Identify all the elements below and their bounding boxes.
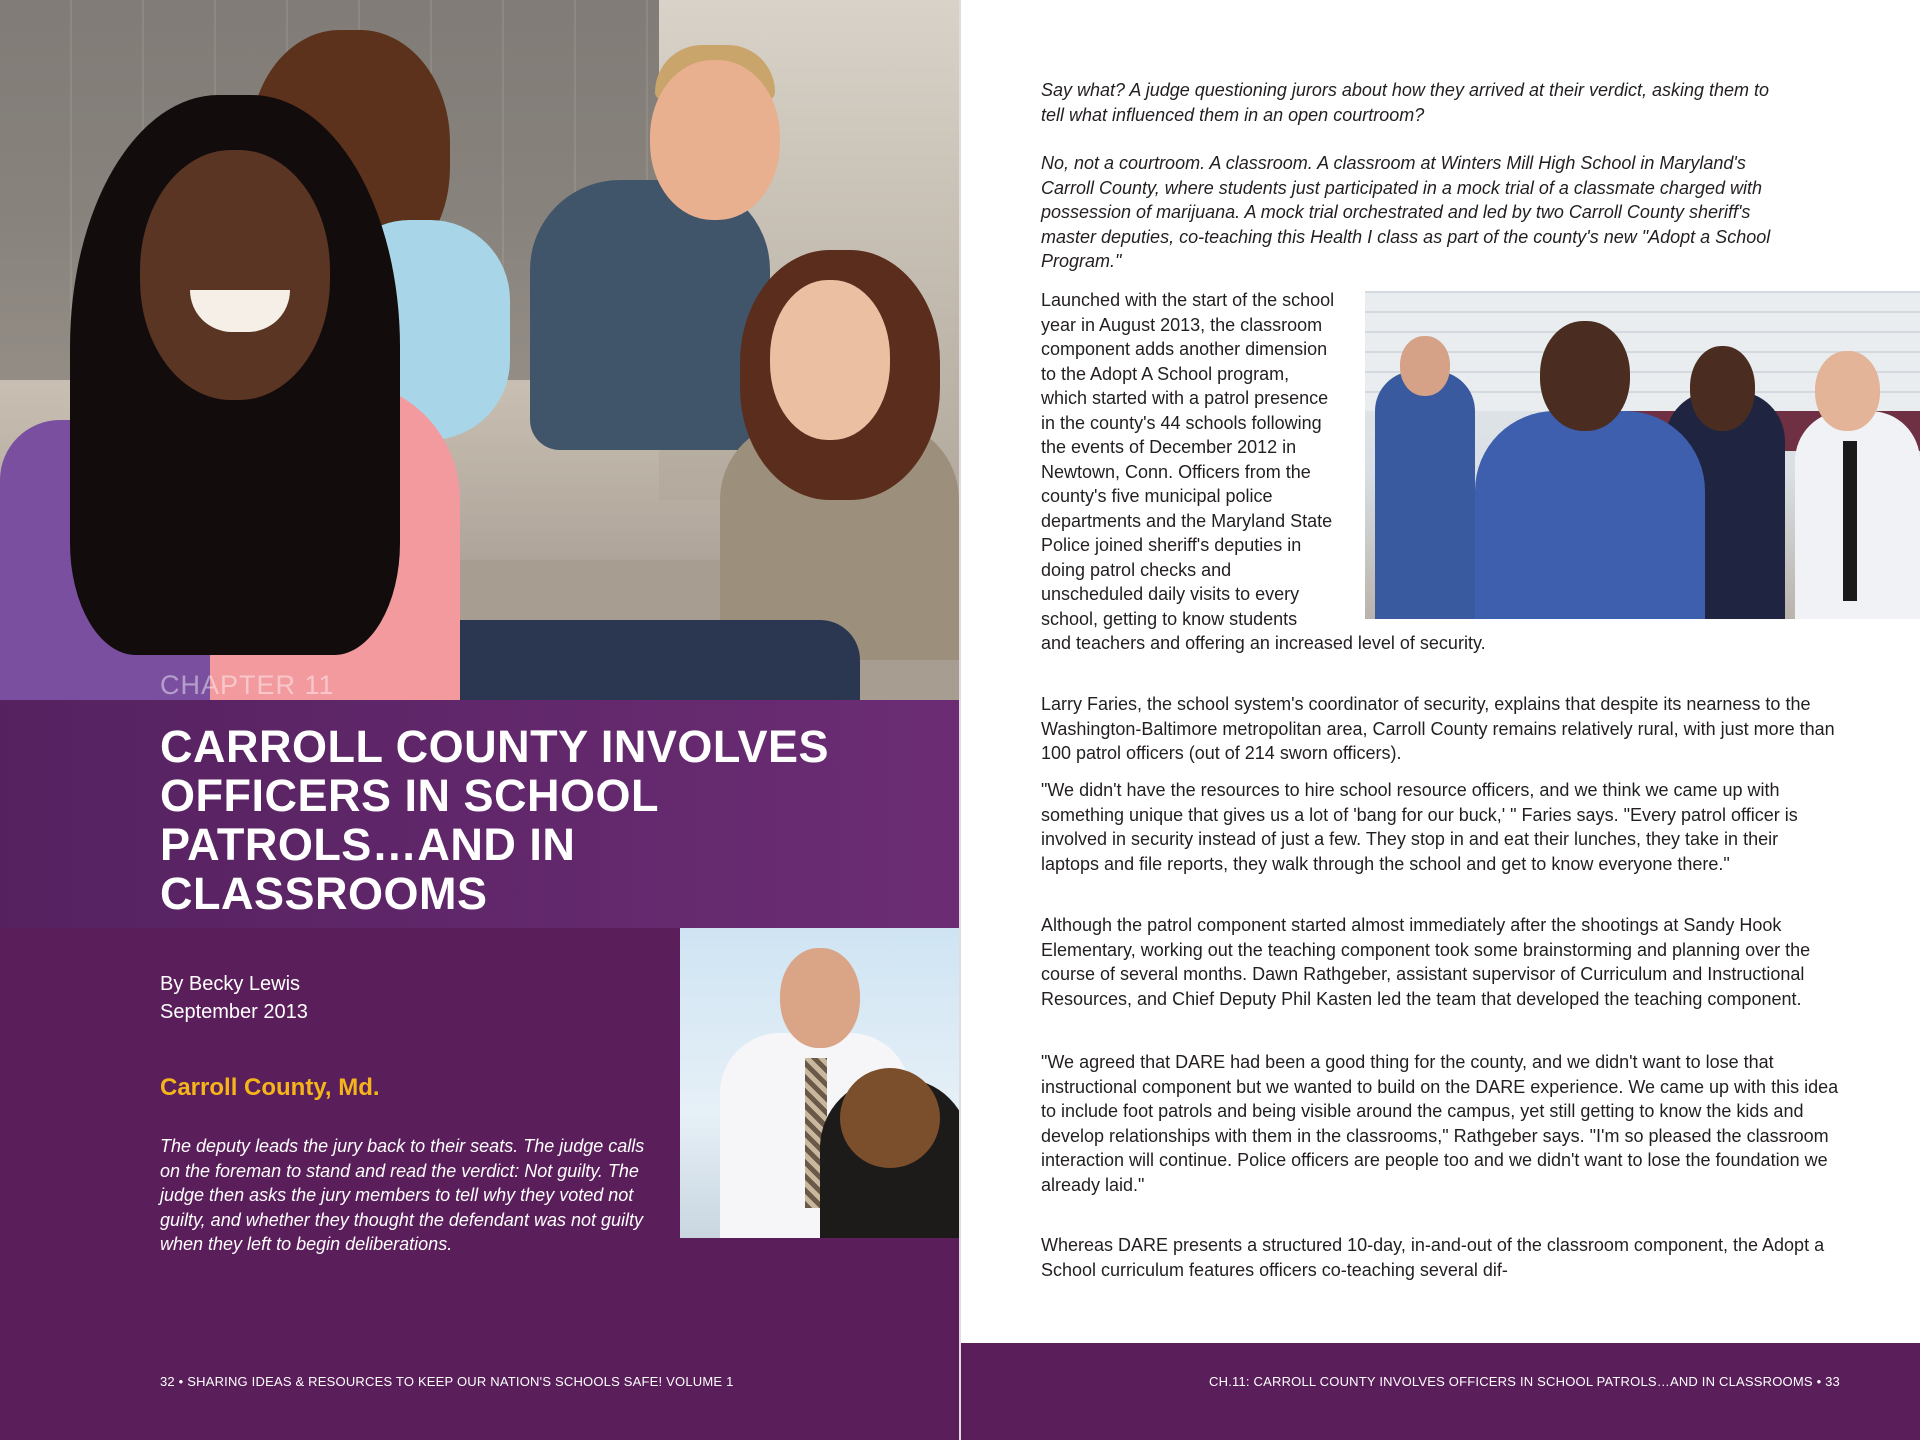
rathgeber-quote-paragraph: "We agreed that DARE had been a good thing for the county, and we didn't want to lose that instructional component but we wanted to build on the DARE experience. We came up with this idea to include foot patrols and being visible around the campus, yet still getting to know the kids and develop relationships with them in the classrooms," Rathgeber says. "I'm so pleased the classroom interaction will continue. Police officers are people too and we didn't want to lose the foundation we already laid." — [1041, 1052, 1839, 1195]
faries-paragraph: Larry Faries, the school system's coordinator of security, explains that despite its nearness to the Washington-Baltimore metropolitan area, Carroll County remains relatively rural, with just more than 100 patrol officers (out of 214 sworn officers). — [1041, 694, 1835, 763]
chapter-label: CHAPTER 11 — [160, 670, 335, 700]
location-heading: Carroll County, Md. — [160, 1074, 380, 1101]
right-footer-band — [961, 1343, 1920, 1440]
lede-block — [1041, 78, 1781, 274]
launched-paragraph-tail: and teachers and offering an increased level of security. — [1041, 633, 1486, 653]
patrol-component-paragraph: Although the patrol component started almost immediately after the shootings at Sandy Hook Elementary, working out the teaching component took some brainstorming and planning over the course of several months. Dawn Rathgeber, assistant supervisor of Curriculum and Instructional Resources, and Chief Deputy Phil Kasten led the team that developed the teaching component. — [1041, 915, 1811, 1009]
lede-paragraph-1: Say what? A judge questioning jurors about how they arrived at their verdict, asking them to tell what influenced them in an open courtroom? — [1041, 80, 1770, 125]
intro-paragraph: The deputy leads the jury back to their seats. The judge calls on the foreman to stand and read the verdict: Not guilty. The judge then asks the jury members to tell why they voted not guilty, and whether they thought the defendant was not guilty when they left to begin deliberations. — [160, 1136, 645, 1254]
hero-photo-students — [0, 0, 959, 700]
whereas-paragraph: Whereas DARE presents a structured 10-day, in-and-out of the classroom component, the Adopt a School curriculum features officers co-teaching several dif- — [1041, 1235, 1825, 1280]
byline-date: September 2013 — [160, 1001, 308, 1023]
right-page-footer: CH.11: CARROLL COUNTY INVOLVES OFFICERS IN SCHOOL PATROLS…AND IN CLASSROOMS • 33 — [1209, 1374, 1840, 1389]
officers-with-students-photo — [1365, 291, 1920, 619]
left-page-footer: 32 • SHARING IDEAS & RESOURCES TO KEEP OUR NATION'S SCHOOLS SAFE! VOLUME 1 — [160, 1374, 734, 1389]
chapter-title: CARROLL COUNTY INVOLVES OFFICERS IN SCHOOL PATROLS…AND IN CLASSROOMS — [160, 721, 830, 919]
lede-paragraph-2: No, not a courtroom. A classroom. A classroom at Winters Mill High School in Maryland's Carroll County, where students just participated in a mock trial of a classmate charged with possession of marijuana. A mock trial orchestrated and led by two Carroll County sheriff's master deputies, co-teaching this Health I class as part of the county's new "Adopt a School Program." — [1041, 153, 1771, 271]
right-page — [961, 0, 1920, 1440]
deputy-teaching-photo — [680, 928, 959, 1238]
faries-quote-paragraph: "We didn't have the resources to hire school resource officers, and we think we came up with something unique that gives us a lot of 'bang for our buck,' " Faries says. "Every patrol officer is involved in security instead of just a few. They stop in and eat their lunches, they take in their laptops and file reports, they walk through the school and get to know everyone there." — [1041, 780, 1798, 874]
left-page — [0, 0, 959, 1440]
byline-author: By Becky Lewis — [160, 973, 301, 995]
byline — [160, 970, 308, 1026]
launched-paragraph-wrapped: Launched with the start of the school year in August 2013, the classroom component adds another dimension to the Adopt A School program, which started with a patrol presence in the county's 44 schools following the events of December 2012 in Newtown, Conn. Officers from the county's five municipal police departments and the Maryland State Police joined sheriff's deputies in doing patrol checks and unscheduled daily visits to every school, getting to know students — [1041, 290, 1335, 629]
